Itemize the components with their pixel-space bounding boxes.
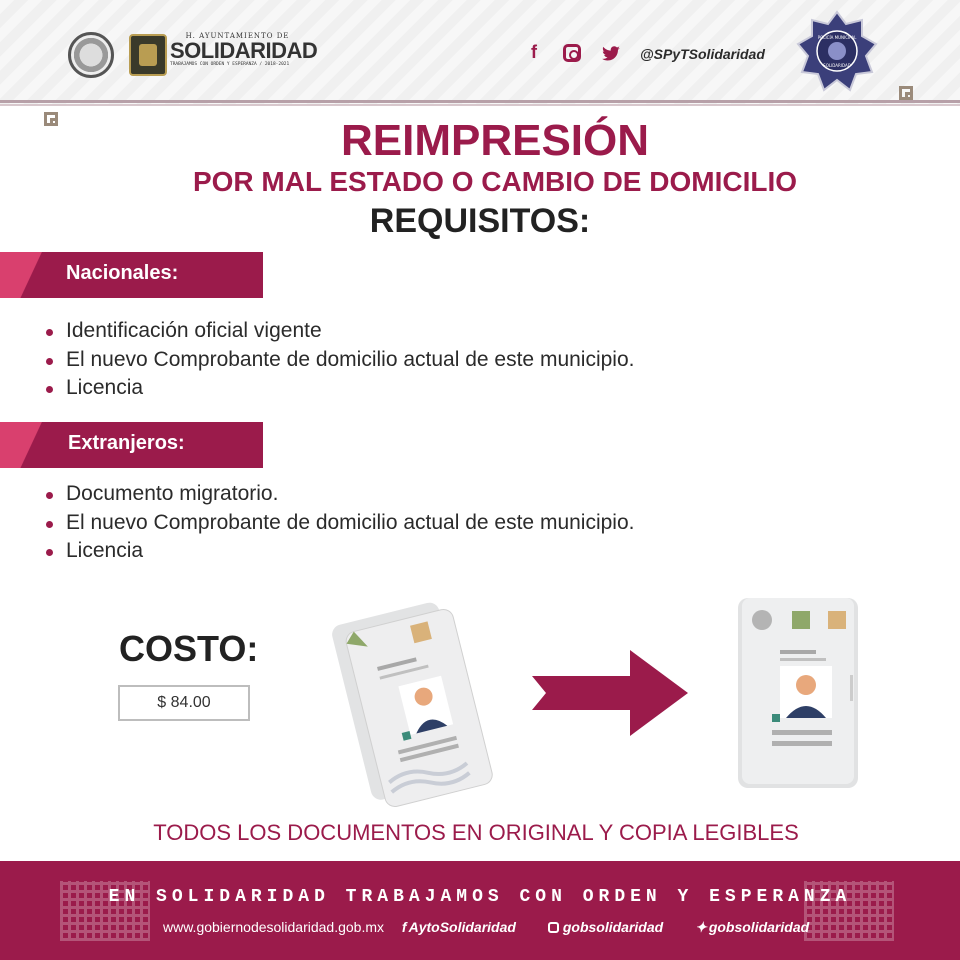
- page-title: REIMPRESIÓN: [340, 116, 650, 165]
- website-link[interactable]: www.gobiernodesolidaridad.gob.mx: [163, 919, 385, 935]
- list-item: Identificación oficial vigente: [44, 317, 635, 346]
- list-item: El nuevo Comprobante de domicilio actual de este municipio.: [44, 509, 635, 538]
- page-subtitle: POR MAL ESTADO O CAMBIO DE DOMICILIO: [192, 166, 798, 197]
- badge-top-text: POLICÍA MUNICIPAL: [817, 35, 857, 40]
- cost-value: $ 84.00: [118, 685, 250, 721]
- instagram-link[interactable]: [548, 919, 677, 935]
- list-item: Documento migratorio.: [44, 480, 635, 509]
- logo-tagline: TRABAJAMOS CON ORDEN Y ESPERANZA / 2018-2021: [170, 62, 290, 67]
- cost-label: COSTO:: [119, 628, 259, 669]
- list-item: Licencia: [44, 374, 635, 403]
- license-replacement-illustration: [310, 580, 870, 810]
- facebook-icon[interactable]: f: [531, 42, 537, 62]
- instagram-icon: [548, 922, 559, 933]
- facebook-link[interactable]: [402, 919, 530, 935]
- twitter-icon: ✦: [695, 919, 707, 935]
- new-license-illustration: [738, 598, 858, 788]
- list-item: Licencia: [44, 537, 635, 566]
- section-extranjeros-label: Extranjeros:: [68, 432, 185, 454]
- badge-bottom-text: SOLIDARIDAD: [823, 63, 851, 68]
- header-divider: [0, 100, 960, 106]
- nacionales-requirements-list: [44, 317, 635, 403]
- section-nacionales-label: Nacionales:: [66, 262, 179, 284]
- shield-logo: [129, 34, 167, 76]
- instagram-handle: gobsolidaridad: [562, 919, 664, 935]
- ayuntamiento-logo: [170, 32, 318, 67]
- municipal-seal-logo: [68, 32, 114, 78]
- facebook-handle: AytoSolidaridad: [408, 919, 516, 935]
- header: [0, 0, 960, 104]
- requirements-heading: REQUISITOS:: [369, 202, 591, 240]
- extranjeros-requirements-list: [44, 480, 635, 566]
- list-item: El nuevo Comprobante de domicilio actual de este municipio.: [44, 346, 635, 375]
- fret-ornament-right: [899, 86, 913, 100]
- footer: [0, 861, 960, 960]
- police-badge-logo: [796, 10, 878, 92]
- twitter-link[interactable]: [695, 919, 823, 935]
- damaged-license-illustration: [330, 598, 494, 810]
- section-nacionales-header: [0, 252, 263, 298]
- logo-small-text: H. AYUNTAMIENTO DE: [185, 32, 290, 40]
- footer-slogan: EN SOLIDARIDAD TRABAJAMOS CON ORDEN Y ESPERANZA: [108, 887, 852, 907]
- logo-name: SOLIDARIDAD: [170, 38, 318, 63]
- documents-note: TODOS LOS DOCUMENTOS EN ORIGINAL Y COPIA LEGIBLES: [153, 820, 799, 845]
- instagram-icon[interactable]: [563, 44, 581, 62]
- social-handle[interactable]: @SPyTSolidaridad: [640, 46, 765, 62]
- footer-links: [163, 919, 810, 936]
- twitter-handle: gobsolidaridad: [708, 919, 810, 935]
- twitter-icon[interactable]: [600, 46, 622, 62]
- facebook-icon: f: [401, 919, 407, 935]
- arrow-right-icon: [532, 650, 688, 736]
- section-extranjeros-header: [0, 422, 263, 468]
